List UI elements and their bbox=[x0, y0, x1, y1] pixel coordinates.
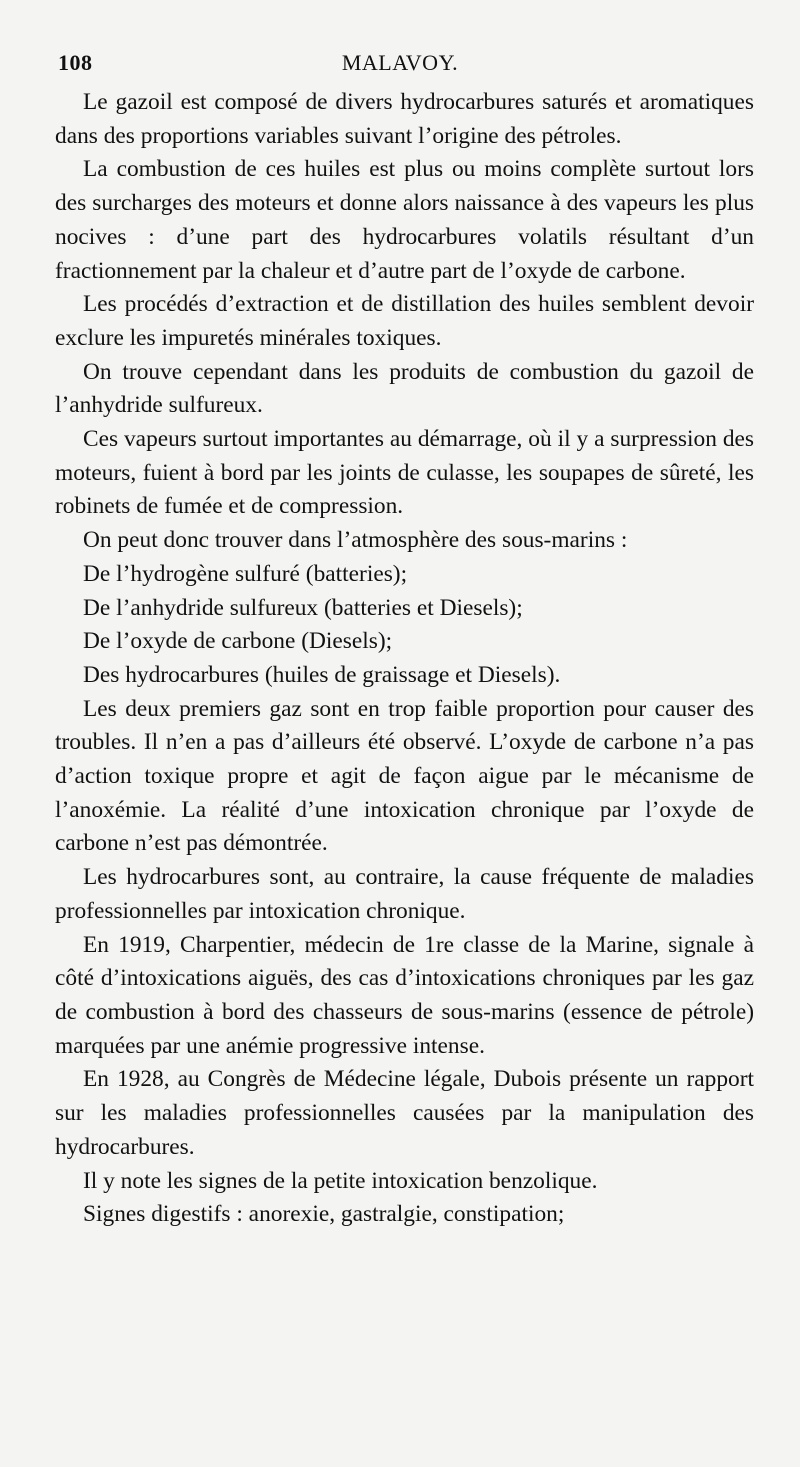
running-head bbox=[58, 50, 742, 80]
paragraph-extraction: Les procédés d’extraction et de distillation des huiles semblent devoir exclure les impuretés minérales toxiques. bbox=[55, 291, 754, 351]
paragraph-dubois: En 1928, au Congrès de Médecine légale, Dubois présente un rapport sur les maladies professionnelles causées par la manipulation des hydrocarbures. bbox=[55, 1066, 754, 1160]
paragraph-vapeurs: Ces vapeurs surtout importantes au démarrage, où il y a surpression des moteurs, fuient à bord par les joints de culasse, les soupapes de sûreté, les robinets de fumée et de compression. bbox=[55, 426, 754, 520]
running-title: MALAVOY. bbox=[341, 50, 459, 75]
paragraph-gazoil-composition: Le gazoil est composé de divers hydrocarbures saturés et aromatiques dans des proportions variables suivant l’origine des pétroles. bbox=[55, 89, 754, 149]
body-text bbox=[55, 86, 754, 1232]
paragraph-charpentier: En 1919, Charpentier, médecin de 1re classe de la Marine, signale à côté d’intoxications aiguës, des cas d’intoxications chroniques par les gaz de combustion à bord des chasseurs de sous-marins (essence de pétrole) marquées par une anémie progressive intense. bbox=[55, 931, 754, 1059]
paragraph-anhydride: On trouve cependant dans les produits de combustion du gazoil de l’anhydride sulfureux. bbox=[55, 358, 754, 419]
paragraph-atmosphere: On peut donc trouver dans l’atmosphère des sous-marins : bbox=[83, 527, 628, 554]
paragraph-hydrocarbures-cause: Les hydrocarbures sont, au contraire, la cause fréquente de maladies professionnelles par intoxication chronique. bbox=[55, 864, 754, 924]
page-number: 108 bbox=[58, 50, 93, 75]
list-item-anhydride: De l’anhydride sulfureux (batteries et Diesels); bbox=[83, 594, 523, 621]
paragraph-signes-benzolique: Il y note les signes de la petite intoxication benzolique. bbox=[83, 1167, 598, 1194]
paragraph-deux-premiers-gaz: Les deux premiers gaz sont en trop faible proportion pour causer des troubles. Il n’en a pas d’ailleurs été observé. L’oxyde de carbone n’a pas d’action toxique propre et agit de façon aigue par le mécanisme de l’anoxémie. La réalité d’une intoxication chronique par l’oxyde de carbone n’est pas démontrée. bbox=[55, 695, 754, 857]
paragraph-signes-digestifs: Signes digestifs : anorexie, gastralgie, constipation; bbox=[83, 1201, 565, 1228]
list-item-oxyde: De l’oxyde de carbone (Diesels); bbox=[83, 628, 393, 655]
list-item-hydrocarbures: Des hydrocarbures (huiles de graissage et Diesels). bbox=[83, 661, 561, 688]
list-item-hydrogene: De l’hydrogène sulfuré (batteries); bbox=[83, 560, 408, 587]
paragraph-combustion: La combustion de ces huiles est plus ou moins complète surtout lors des surcharges des moteurs et donne alors naissance à des vapeurs les plus nocives : d’une part des hydrocarbures volatils résultant d’un fractionnement par la chaleur et d’autre part de l’oxyde de carbone. bbox=[55, 156, 754, 284]
